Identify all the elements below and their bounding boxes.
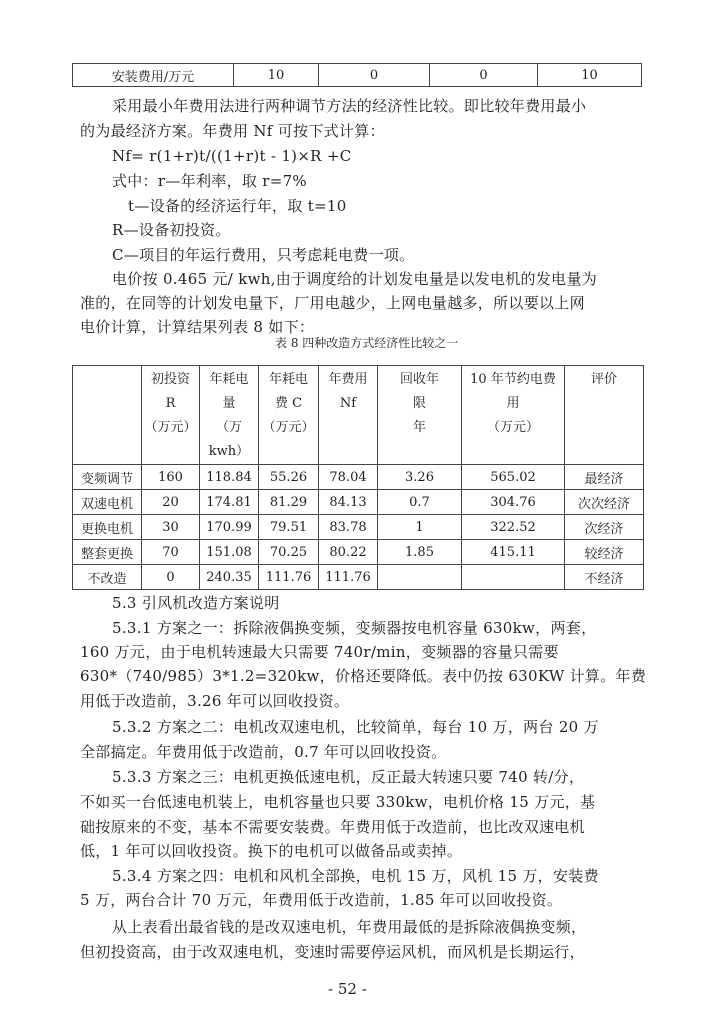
paragraph-line: 低，1 年可以回收投资。换下的电机可以做备品或卖掉。	[80, 842, 463, 860]
paragraph-line: 采用最小年费用法进行两种调节方法的经济性比较。即比较年费用最小	[112, 97, 587, 115]
header-cell: 年费用 Nf	[319, 366, 378, 465]
paragraph-line: 式中：r—年利率，取 r=7%	[112, 172, 307, 190]
table-row	[73, 465, 644, 490]
table-cell: 322.52	[462, 515, 565, 540]
table-cell: 84.13	[319, 490, 378, 515]
table-cell: 170.99	[200, 515, 259, 540]
row-label: 整套更换	[73, 540, 142, 565]
header-cell: 年耗电 费 C （万元）	[259, 366, 319, 465]
table-cell: 20	[142, 490, 200, 515]
paragraph-line: 5.3.1 方案之一：拆除液偶换变频，变频器按电机容量 630kw，两套，	[112, 619, 597, 637]
table-cell: 不经济	[565, 565, 644, 590]
table-cell: 565.02	[462, 465, 565, 490]
paragraph-line: 5.3.3 方案之三：电机更换低速电机，反正最大转速只要 740 转/分，	[112, 768, 585, 786]
table-cell	[378, 565, 462, 590]
paragraph-line: 160 万元，由于电机转速最大只需要 740r/min，变频器的容量只需要	[80, 643, 559, 661]
install-cost-table	[72, 63, 642, 87]
header-cell: 回收年 限 年	[378, 366, 462, 465]
table-cell: 70.25	[259, 540, 319, 565]
table-header-row	[73, 366, 644, 465]
table-cell: 79.51	[259, 515, 319, 540]
table-cell: 较经济	[565, 540, 644, 565]
paragraph-line: R—设备初投资。	[112, 221, 231, 239]
table-cell: 安装费用/万元	[73, 64, 234, 87]
table-cell: 118.84	[200, 465, 259, 490]
paragraph-line: 从上表看出最省钱的是改双速电机，年费用最低的是拆除液偶换变频，	[112, 918, 587, 936]
paragraph-line: 电价按 0.465 元/ kwh,由于调度给的计划发电量是以发电机的发电量为	[112, 270, 598, 288]
table-cell: 160	[142, 465, 200, 490]
paragraph-line: 用低于改造前，3.26 年可以回收投资。	[80, 692, 350, 710]
table-row	[73, 540, 644, 565]
table-cell: 次经济	[565, 515, 644, 540]
header-cell: 评价	[565, 366, 644, 465]
table-cell: 83.78	[319, 515, 378, 540]
table-cell: 1.85	[378, 540, 462, 565]
paragraph-line: C—项目的年运行费用，只考虑耗电费一项。	[112, 246, 415, 264]
paragraph-line: 的为最经济方案。年费用 Nf 可按下式计算：	[80, 122, 385, 140]
table-cell: 最经济	[565, 465, 644, 490]
row-label: 更换电机	[73, 515, 142, 540]
table-cell: 304.76	[462, 490, 565, 515]
row-label: 变频调节	[73, 465, 142, 490]
paragraph-line: 不如买一台低速电机装上，电机容量也只要 330kw，电机价格 15 万元，基	[80, 793, 596, 811]
paragraph-line: t—设备的经济运行年，取 t=10	[128, 197, 347, 215]
table-cell: 0	[319, 64, 430, 87]
table-cell: 415.11	[462, 540, 565, 565]
table-cell: 240.35	[200, 565, 259, 590]
table-cell: 151.08	[200, 540, 259, 565]
table-cell: 70	[142, 540, 200, 565]
table-cell: 55.26	[259, 465, 319, 490]
paragraph-line: 但初投资高，由于改双速电机，变速时需要停运风机，而风机是长期运行，	[80, 943, 585, 961]
paragraph-line: 准的，在同等的计划发电量下，厂用电越少，上网电量越多，所以要以上网	[80, 294, 585, 312]
paragraph-line: 5 万，两台合计 70 万元，年费用低于改造前，1.85 年可以回收投资。	[80, 891, 563, 909]
row-label: 不改造	[73, 565, 142, 590]
paragraph-line: 础按原来的不变，基本不需要安装费。年费用低于改造前，也比改双速电机	[80, 818, 585, 836]
header-cell: 10 年节约电费 用 （万元）	[462, 366, 565, 465]
table-cell: 1	[378, 515, 462, 540]
table-caption: 表 8 四种改造方式经济性比较之一	[275, 336, 459, 350]
page-number: - 52 -	[328, 980, 367, 998]
header-cell: 初投资 R （万元）	[142, 366, 200, 465]
table-cell: 0	[142, 565, 200, 590]
section-heading: 5.3 引风机改造方案说明	[112, 594, 280, 612]
table-cell: 3.26	[378, 465, 462, 490]
table-cell	[462, 565, 565, 590]
table-row	[73, 565, 644, 590]
formula: Nf= r(1+r)t/((1+r)t - 1)×R +C	[112, 147, 352, 165]
header-cell: 年耗电 量 （万 kwh）	[200, 366, 259, 465]
paragraph-line: 5.3.4 方案之四：电机和风机全部换，电机 15 万，风机 15 万，安装费	[112, 867, 599, 885]
table-cell: 174.81	[200, 490, 259, 515]
table-cell: 10	[538, 64, 642, 87]
table-cell: 0	[430, 64, 538, 87]
paragraph-line: 电价计算，计算结果列表 8 如下：	[80, 318, 315, 336]
paragraph-line: 630*（740/985）3*1.2=320kw，价格还要降低。表中仍按 630KW 计算。年费	[80, 667, 647, 685]
header-cell	[73, 366, 142, 465]
table-cell: 30	[142, 515, 200, 540]
table-row	[73, 64, 642, 87]
row-label: 双速电机	[73, 490, 142, 515]
paragraph-line: 5.3.2 方案之二：电机改双速电机，比较简单，每台 10 万，两台 20 万	[112, 718, 599, 736]
table-cell: 0.7	[378, 490, 462, 515]
table-cell: 次次经济	[565, 490, 644, 515]
table-row	[73, 490, 644, 515]
table-cell: 111.76	[259, 565, 319, 590]
table-cell: 78.04	[319, 465, 378, 490]
comparison-table	[72, 365, 644, 590]
table-cell: 111.76	[319, 565, 378, 590]
table-row	[73, 515, 644, 540]
paragraph-line: 全部搞定。年费用低于改造前，0.7 年可以回收投资。	[80, 743, 447, 761]
table-cell: 80.22	[319, 540, 378, 565]
table-cell: 10	[234, 64, 319, 87]
table-cell: 81.29	[259, 490, 319, 515]
